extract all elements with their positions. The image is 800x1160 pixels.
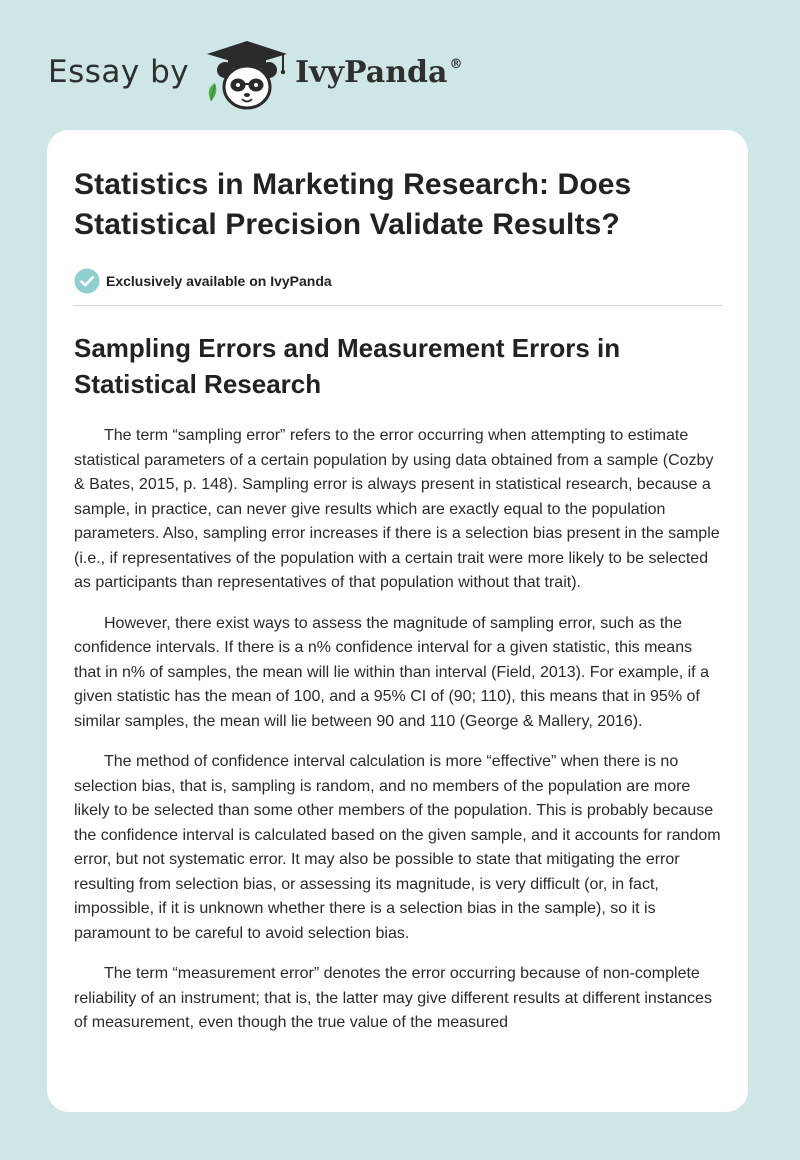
paragraph: The method of confidence interval calculation is more “effective” when there is no selection bias, that is, sampling is random, and no members of the population are more likely to be selected than some other members of the population. This is probably because the confidence interval is calculated based on the given sample, and it accounts for random error, but not systematic error. It may also be possible to state that mitigating the error resulting from selection bias, or assessing its magnitude, is very difficult (or, in fact, impossible, if it is unknown whether there is a selection bias in the sample), so it is paramount to be careful to avoid selection bias. (74, 753, 721, 942)
article-card (47, 130, 748, 1112)
check-circle-icon (74, 268, 100, 294)
paragraph: The term “sampling error” refers to the error occurring when attempting to estimate statistical parameters of a certain population by using data obtained from a sample (Cozby & Bates, 2015, p. 148). Sampling error is always present in statistical research, because a sample, in practice, can never give results which are exactly equal to the population parameters. Also, sampling error increases if there is a selection bias present in the sample (i.e., if representatives of the population with a certain trait were more likely to be selected as participants than representatives of that population without that trait). (74, 427, 720, 591)
brand-name-text: IvyPanda (295, 54, 448, 90)
exclusive-badge (74, 267, 723, 295)
paragraph: The term “measurement error” denotes the error occurring because of non-complete reliability of an instrument; that is, the latter may give different results at different instances of measurement, even though the true value of the measured (74, 965, 712, 1031)
article-content (74, 165, 723, 1052)
article-title: Statistics in Marketing Research: Does Statistical Precision Validate Results? (74, 168, 632, 241)
section-heading: Sampling Errors and Measurement Errors in Statistical Research (74, 333, 621, 399)
panda-graduate-icon[interactable] (203, 35, 291, 113)
brand-header (48, 34, 462, 114)
registered-mark: ® (449, 56, 463, 72)
brand-name (295, 55, 462, 90)
paragraph: However, there exist ways to assess the magnitude of sampling error, such as the confidence intervals. If there is a n% confidence interval for a given statistic, this means that in n% of samples, the mean will lie within than interval (Field, 2013). For example, if a given statistic has the mean of 100, and a 95% CI of (90; 110), this means that in 95% of similar samples, the mean will lie between 90 and 110 (George & Mallery, 2016). (74, 614, 709, 730)
divider (74, 305, 723, 306)
exclusive-badge-text: Exclusively available on IvyPanda (106, 273, 332, 289)
brand-prefix: Essay by (48, 54, 190, 90)
article-body (74, 424, 723, 1036)
